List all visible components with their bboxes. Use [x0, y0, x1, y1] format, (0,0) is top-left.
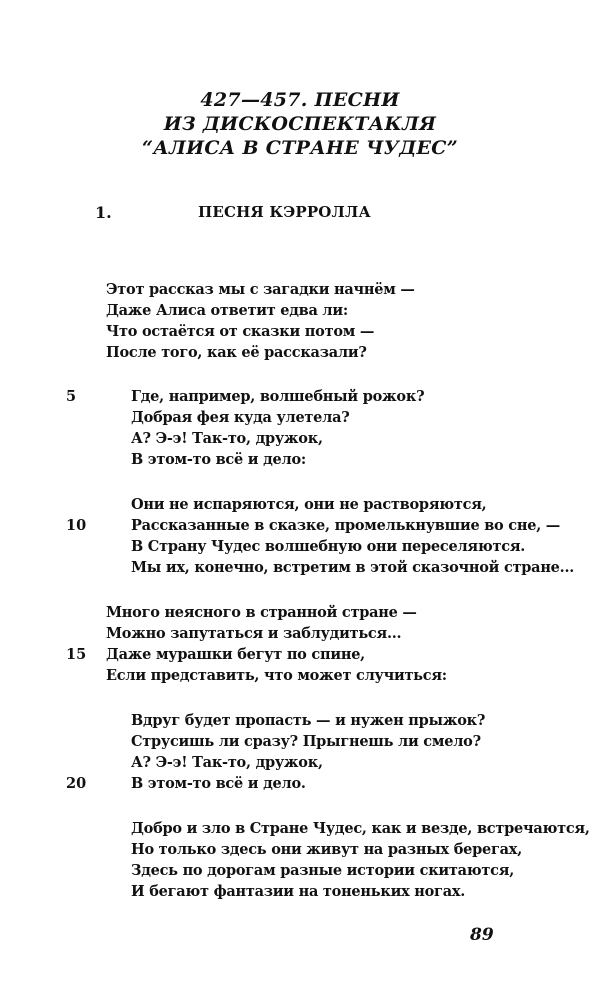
verse-line: Что остаётся от сказки потом — — [106, 323, 375, 340]
verse-line: Рассказанные в сказке, промелькнувшие во сне, — — [131, 517, 561, 534]
song-number: 1. — [95, 203, 112, 222]
verse-line: Даже мурашки бегут по спине, — [106, 646, 365, 663]
verse-line: Они не испаряются, они не растворяются, — [131, 496, 487, 513]
title-line: 427—457. ПЕСНИ — [200, 89, 400, 111]
verse-line: Добро и зло в Стране Чудес, как и везде, встречаются, — [131, 820, 590, 837]
verse-line: После того, как её рассказали? — [106, 344, 367, 361]
verse-line: В этом-то всё и дело. — [131, 775, 306, 792]
line-number: 5 — [66, 388, 77, 405]
song-header — [0, 203, 600, 227]
section-title — [0, 88, 600, 160]
verse-line: Мы их, конечно, встретим в этой сказочной стране... — [131, 559, 575, 576]
line-number: 10 — [66, 517, 87, 534]
verse-line: Если представить, что может случиться: — [106, 667, 447, 684]
page-number: 89 — [470, 925, 494, 945]
verse-line: А? Э-э! Так-то, дружок, — [131, 754, 323, 771]
verse-line: Много неясного в странной стране — — [106, 604, 417, 621]
verse-line: В Страну Чудес волшебную они переселяются. — [131, 538, 526, 555]
verse-line: И бегают фантазии на тоненьких ногах. — [131, 883, 466, 900]
line-number: 20 — [66, 775, 87, 792]
verse-line: В этом-то всё и дело: — [131, 451, 306, 468]
line-number: 15 — [66, 646, 87, 663]
verse-line: Даже Алиса ответит едва ли: — [106, 302, 348, 319]
verse-line: А? Э-э! Так-то, дружок, — [131, 430, 323, 447]
title-line: “АЛИСА В СТРАНЕ ЧУДЕС” — [142, 137, 458, 159]
verse-line: Струсишь ли сразу? Прыгнешь ли смело? — [131, 733, 481, 750]
verse-line: Вдруг будет пропасть — и нужен прыжок? — [131, 712, 486, 729]
verse-line: Здесь по дорогам разные истории скитаются, — [131, 862, 514, 879]
verse-line: Но только здесь они живут на разных берегах, — [131, 841, 522, 858]
verse-line: Где, например, волшебный рожок? — [131, 388, 425, 405]
title-line: ИЗ ДИСКОСПЕКТАКЛЯ — [163, 113, 437, 135]
verse-line: Этот рассказ мы с загадки начнём — — [106, 281, 415, 298]
song-title: ПЕСНЯ КЭРРОЛЛА — [198, 203, 371, 221]
verse-line: Можно запутаться и заблудиться... — [106, 625, 402, 642]
verse-line: Добрая фея куда улетела? — [131, 409, 350, 426]
